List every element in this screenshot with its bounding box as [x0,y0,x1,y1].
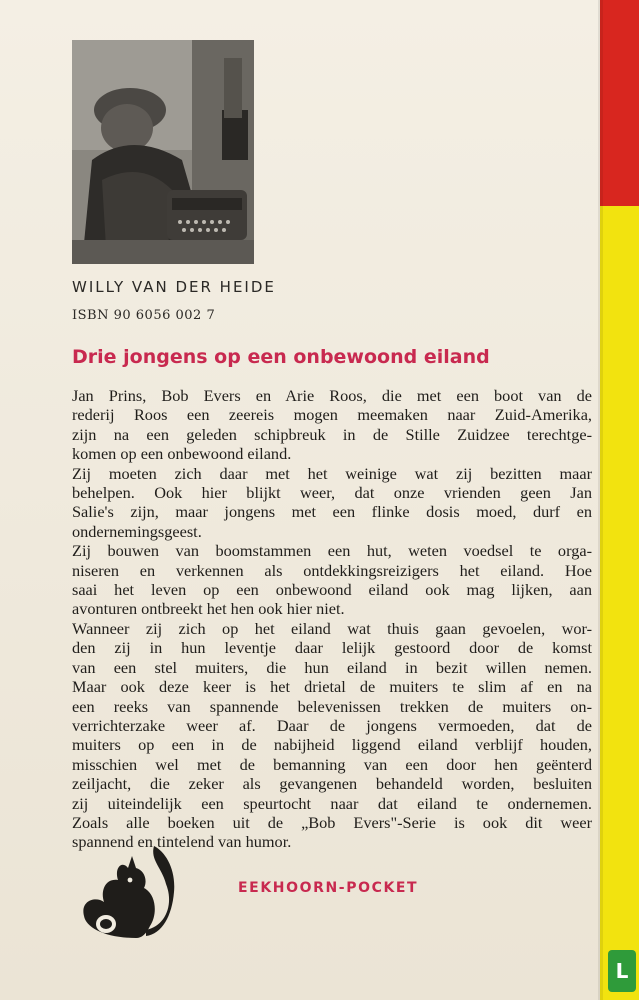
blurb-line: Salie's zijn, maar jongens met een flinke dosis moed, durf en [72,502,592,522]
blurb-line: Wanneer zij zich op het eiland wat thuis gaan gevoelen, wor- [72,618,592,638]
publisher-badge [608,950,636,992]
blurb-line: saai het leven op een onbewoond eiland ook mag lijken, aan [72,580,592,600]
publisher-badge-letter: L [615,959,629,983]
blurb-line: niseren en verkennen als ontdekkingsreizigers het eiland. Hoe [72,560,592,580]
blurb-line: zij uiteindelijk een speurtocht naar dat eiland te ondernemen. [72,793,592,813]
spine-stripe-red [600,0,639,206]
blurb-line: avonturen ontbreekt het hen ook hier niet. [72,599,345,619]
blurb-line: behelpen. Ook hier blijkt weer, dat onze vrienden geen Jan [72,483,592,503]
isbn-number: ISBN 90 6056 002 7 [72,308,216,323]
blurb-line: verrichterzake weer af. Daar de jongens vermoeden, dat de [72,715,592,735]
author-photo-image [72,40,254,264]
blurb-line: Jan Prins, Bob Evers en Arie Roos, die met een boot van de [72,386,592,405]
spine-stripe-yellow [600,206,639,1000]
blurb-line: spannend en tintelend van humor. [72,832,292,852]
blurb-line: zeiljacht, die zeker als gevangenen behandeld worden, besluiten [72,774,592,794]
author-photo [72,40,254,264]
blurb-line: rederij Roos een zeereis mogen meemaken naar Zuid-Amerika, [72,405,592,425]
author-name: WILLY VAN DER HEIDE [72,278,276,296]
blurb-line: den zij in hun leventje daar lelijk gestoord door de komst [72,638,592,658]
book-title: Drie jongens op een onbewoond eiland [72,346,490,368]
blurb-line: zijn na een geleden schipbreuk in de Stille Zuidzee terechtge- [72,424,592,444]
blurb-line: Zij bouwen van boomstammen een hut, weten voedsel te orga- [72,541,592,561]
blurb-line: Maar ook deze keer is het drietal de muiters te slim af en na [72,677,592,697]
blurb-line: muiters op een in de nabijheid liggend eiland verblijf houden, [72,735,592,755]
cover-edge-shadow [598,0,603,1000]
squirrel-icon [66,838,176,943]
blurb-line: Zoals alle boeken uit de „Bob Evers"-Serie is ook dit weer [72,812,592,832]
blurb-line: een reeks van spannende belevenissen trekken de muiters on- [72,696,592,716]
blurb-text [72,386,592,852]
blurb-line: van een stel muiters, die hun eiland in bezit willen nemen. [72,657,592,677]
blurb-line: misschien wel met de bemanning van een door hen geënterd [72,754,592,774]
blurb-line: komen op een onbewoond eiland. [72,444,292,464]
blurb-line: ondernemingsgeest. [72,521,202,541]
series-name: EEKHOORN-POCKET [238,880,419,896]
blurb-line: Zij moeten zich daar met het weinige wat zij bezitten maar [72,463,592,483]
